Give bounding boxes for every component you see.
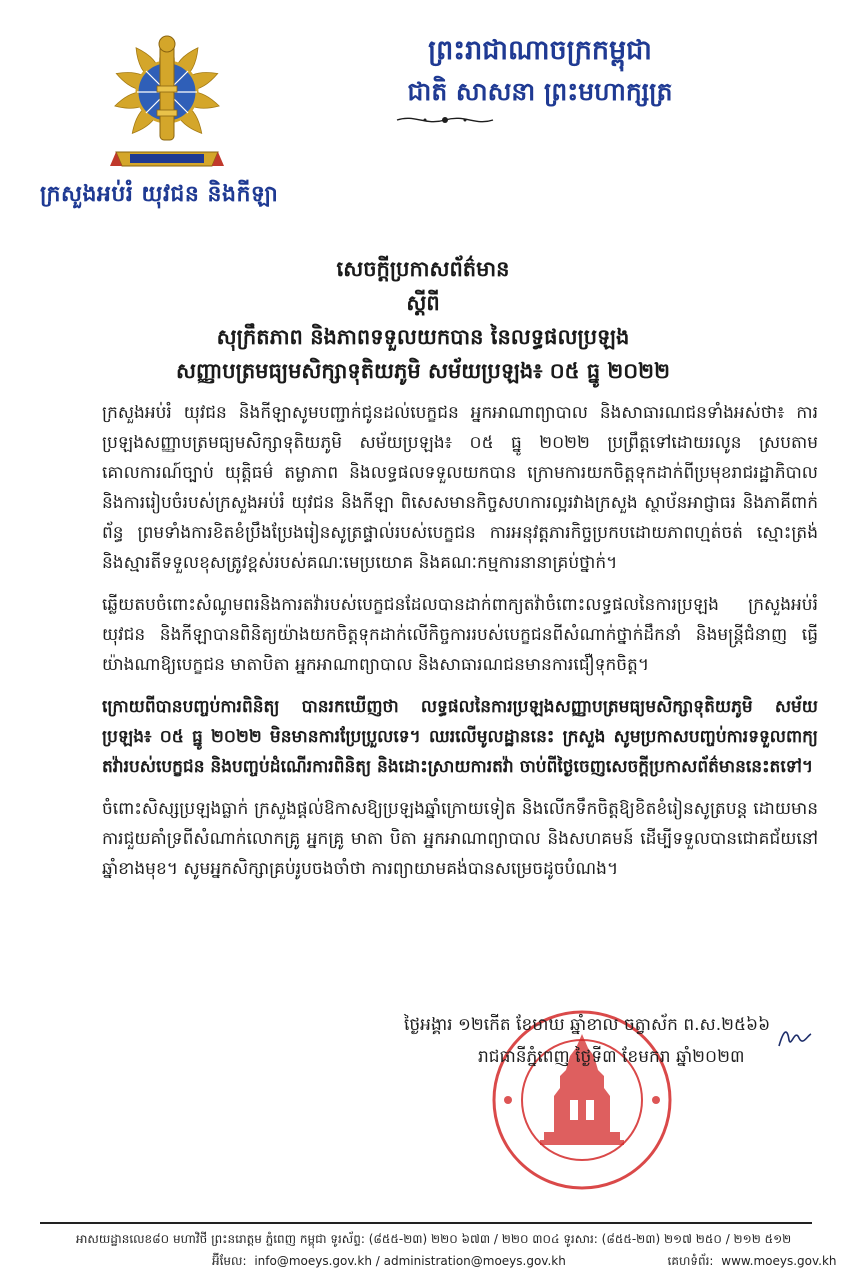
lunar-date: ថ្ងៃអង្គារ ១២កើត ខែមាឃ ឆ្នាំខាល ចត្វាស័ក ព.ស.២៥៦៦ bbox=[404, 1015, 771, 1035]
paragraph-2: ឆ្លើយតបចំពោះសំណូមពរនិងការតវ៉ារបស់បេក្ខជនដែលបានដាក់ពាក្យតវ៉ាចំពោះលទ្ធផលនៃការប្រឡង ក្រសួងអប់រំ យុវជន និងកីឡាបានពិនិត្យយ៉ាងយកចិត្តទុកដាក់លើកិច្ចការរបស់បេក្ខជនពីសំណាក់ថ្នាក់ដឹកនាំ និងមន្ត្រីជំនាញ ធ្វើយ៉ាងណាឱ្យបេក្ខជន មាតាបិតា អ្នកអាណាព្យាបាល និងសាធារណជនមានការជឿទុកចិត្ត។ bbox=[102, 595, 818, 675]
footer-contacts bbox=[212, 1252, 837, 1270]
ministry-emblem-icon bbox=[108, 34, 226, 174]
kingdom-title: ព្រះរាជាណាចក្រកម្ពុជា bbox=[428, 35, 652, 66]
paragraph-1: ក្រសួងអប់រំ យុវជន និងកីឡាសូមបញ្ជាក់ជូនដល់បេក្ខជន អ្នកអាណាព្យាបាល និងសាធារណជនទាំងអស់ថា៖ ការប្រឡងសញ្ញាបត្រមធ្យមសិក្សាទុតិយភូមិ សម័យប្រឡង៖ ០៥ ធ្នូ ២០២២ ប្រព្រឹត្តទៅដោយរលូន ស្របតាមគោលការណ៍ច្បាប់ យុត្តិធម៌ តម្លាភាព និងលទ្ធផលទទួលយកបាន ក្រោមការយកចិត្តទុកដាក់ពីប្រមុខរាជរដ្ឋាភិបាល និងការរៀបចំរបស់ក្រសួងអប់រំ យុវជន និងកីឡា ពិសេសមានកិច្ចសហការល្អរវាងក្រសួង ស្ថាប័នអាជ្ញាធរ និងភាគីពាក់ព័ន្ធ ព្រមទាំងការខិតខំប្រឹងប្រែងរៀនសូត្រផ្ទាល់របស់បេក្ខជន ការអនុវត្តភារកិច្ចប្រកបដោយភាពហ្មត់ចត់ ស្មោះត្រង់ និងស្មារតីទទួលខុសត្រូវខ្ពស់របស់គណៈមេប្រយោគ និងគណៈកម្មការនានាគ្រប់ថ្នាក់។ bbox=[102, 403, 818, 573]
title-line-1: សេចក្តីប្រកាសព័ត៌មាន bbox=[336, 256, 510, 281]
website-link[interactable]: www.moeys.gov.kh bbox=[721, 1254, 837, 1268]
kingdom-header bbox=[300, 32, 780, 110]
title-line-2: ស្តីពី bbox=[406, 290, 440, 315]
title-line-4: សញ្ញាបត្រមធ្យមសិក្សាទុតិយភូមិ សម័យប្រឡង៖ ០៥ ធ្នូ ២០២២ bbox=[176, 358, 670, 383]
paragraph-4: ចំពោះសិស្សប្រឡងធ្លាក់ ក្រសួងផ្តល់ឱកាសឱ្យប្រឡងឆ្នាំក្រោយទៀត និងលើកទឹកចិត្តឱ្យខិតខំរៀនសូត្របន្ត ដោយមានការជួយគាំទ្រពីសំណាក់លោកគ្រូ អ្នកគ្រូ មាតា បិតា អ្នកអាណាព្យាបាល និងសហគមន៍ ដើម្បីទទួលបានជោគជ័យនៅឆ្នាំខាងមុខ។ សូមអ្នកសិក្សាគ្រប់រូបចងចាំថា ការព្យាយាមគង់បានសម្រេចដូចបំណង។ bbox=[102, 799, 818, 879]
announcement-title bbox=[40, 252, 806, 388]
title-line-3: សុក្រឹតភាព និងភាពទទួលយកបាន នៃលទ្ធផលប្រឡង bbox=[216, 324, 630, 349]
paragraph-3: ក្រោយពីបានបញ្ចប់ការពិនិត្យ បានរកឃើញថា លទ្ធផលនៃការប្រឡងសញ្ញាបត្រមធ្យមសិក្សាទុតិយភូមិ សម័យប្រឡង៖ ០៥ ធ្នូ ២០២២ មិនមានការប្រែប្រួលទេ។ ឈរលើមូលដ្ឋាននេះ ក្រសួង សូមប្រកាសបញ្ចប់ការទទួលពាក្យតវ៉ារបស់បេក្ខជន និងបញ្ចប់ដំណើរការពិនិត្យ និងដោះស្រាយការតវ៉ា ចាប់ពីថ្ងៃចេញសេចក្តីប្រកាសព័ត៌មាននេះតទៅ។ bbox=[102, 697, 818, 777]
announcement-body bbox=[102, 398, 818, 884]
footer-divider bbox=[40, 1222, 812, 1224]
national-motto: ជាតិ សាសនា ព្រះមហាក្សត្រ bbox=[407, 77, 673, 106]
email-value[interactable]: info@moeys.gov.kh / administration@moeys.gov.kh bbox=[254, 1254, 566, 1268]
website-label: គេហទំព័រ: bbox=[667, 1254, 714, 1268]
footer-address: អាសយដ្ឋានលេខ៨០ មហាវិថី ព្រះនរោត្តម ភ្នំពេញ កម្ពុជា ទូរស័ព្ទ: (៨៥៥-២៣) ២២០ ៦៧៣ / ២២០ ៣០៤ ទូរសារ: (៨៥៥-២៣) ២១៧ ២៥០ / ២១២ ៥១២ bbox=[76, 1232, 792, 1246]
solar-date: រាជធានីភ្នំពេញ ថ្ងៃទី៣ ខែមករា ឆ្នាំ២០២៣ bbox=[478, 1047, 745, 1067]
ministry-name: ក្រសួងអប់រំ យុវជន និងកីឡា bbox=[40, 181, 279, 207]
signature-mark bbox=[775, 1018, 815, 1054]
email-label: អ៊ីមែល: bbox=[212, 1254, 247, 1268]
header-ornament-icon bbox=[395, 112, 495, 128]
